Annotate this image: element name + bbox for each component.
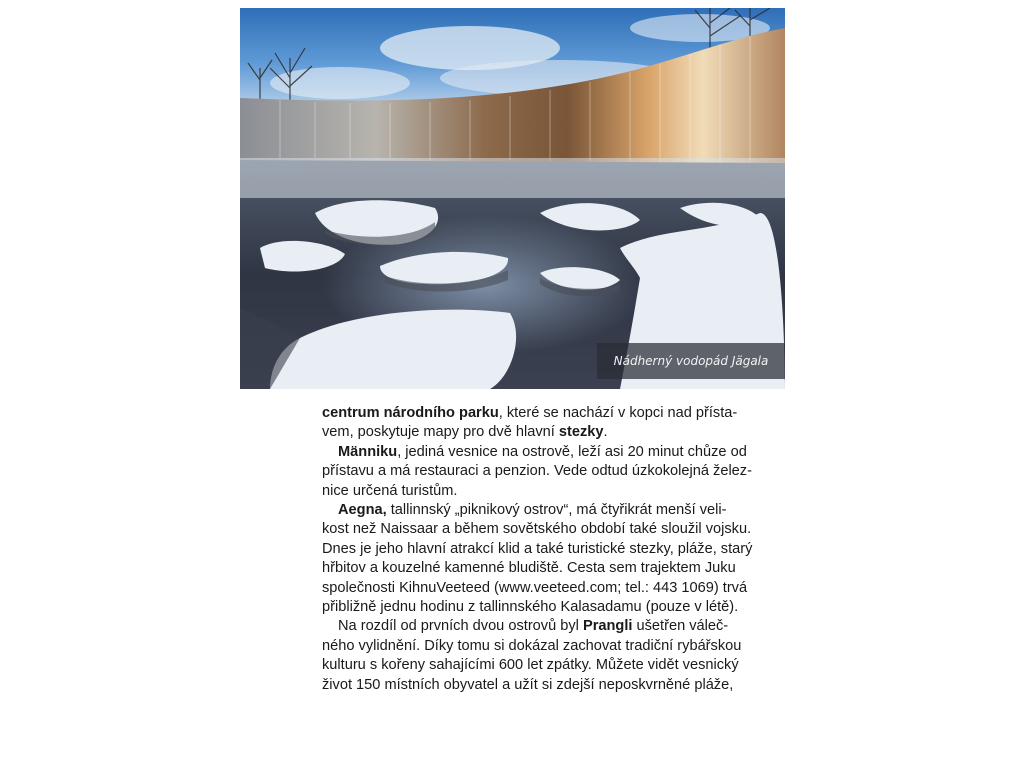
- text-line: [322, 617, 729, 636]
- text-line: [322, 540, 753, 559]
- bold-term: stezky: [558, 424, 604, 441]
- text-run: kulturu s kořeny sahajícími 600 let zpátky. Můžete vidět vesnický: [322, 657, 739, 674]
- photo-caption-box: [597, 343, 785, 379]
- text-run: ušetřen váleč-: [632, 618, 729, 635]
- body-paragraph: [322, 404, 738, 443]
- text-line: [322, 520, 752, 539]
- text-run: přibližně jednu hodinu z tallinnského Kalasadamu (pouze v létě).: [322, 599, 739, 616]
- bold-term: Aegna,: [338, 502, 387, 519]
- text-line: [322, 423, 720, 442]
- text-run: , jediná vesnice na ostrově, leží asi 20 minut chůze od: [397, 443, 747, 460]
- text-run: společnosti KihnuVeeteed (www.veeteed.com; tel.: 443 1069) trvá: [322, 579, 748, 596]
- bold-term: Männiku: [338, 443, 398, 460]
- body-paragraph: [322, 501, 753, 617]
- text-line: [322, 482, 720, 501]
- bold-term: Prangli: [582, 618, 633, 635]
- text-line: [322, 443, 747, 462]
- text-run: přístavu a má restauraci a penzion. Vede odtud úzkokolejná želez-: [322, 463, 752, 480]
- text-run: tallinnský „piknikový ostrov“, má čtyřikrát menší veli-: [386, 502, 727, 519]
- body-paragraph: [322, 443, 752, 501]
- text-run: .: [603, 424, 608, 441]
- body-text-column: [322, 404, 753, 695]
- waterfall-photo: [240, 8, 785, 389]
- text-line: [322, 404, 738, 423]
- text-run: , které se nachází v kopci nad přísta-: [498, 405, 738, 421]
- bold-term: centrum národního parku: [322, 405, 499, 421]
- text-line: [322, 462, 752, 481]
- text-run: Na rozdíl od prvních dvou ostrovů byl: [338, 618, 583, 635]
- text-run: Dnes je jeho hlavní atrakcí klid a také turistické stezky, pláže, starý: [322, 540, 753, 557]
- text-line: [322, 559, 736, 578]
- text-line: [322, 501, 727, 520]
- text-run: vem, poskytuje mapy pro dvě hlavní: [322, 424, 559, 441]
- text-run: život 150 místních obyvatel a užít si zdejší neposkvrněné pláže,: [322, 676, 734, 693]
- text-run: kost než Naissaar a během sovětského období také sloužil vojsku.: [322, 521, 752, 538]
- text-run: ného vylidnění. Díky tomu si dokázal zachovat tradiční rybářskou: [322, 637, 742, 654]
- text-run: nice určená turistům.: [322, 482, 458, 499]
- text-line: [322, 598, 739, 617]
- text-line: [322, 676, 734, 695]
- text-line: [322, 656, 739, 675]
- waterfall-photo-image: [240, 8, 785, 389]
- text-line: [322, 579, 748, 598]
- photo-caption: Nádherný vodopád Jägala: [613, 354, 769, 368]
- text-line: [322, 637, 742, 656]
- text-run: hřbitov a kouzelné kamenné bludiště. Cesta sem trajektem Juku: [322, 560, 736, 577]
- body-paragraph: [322, 617, 742, 695]
